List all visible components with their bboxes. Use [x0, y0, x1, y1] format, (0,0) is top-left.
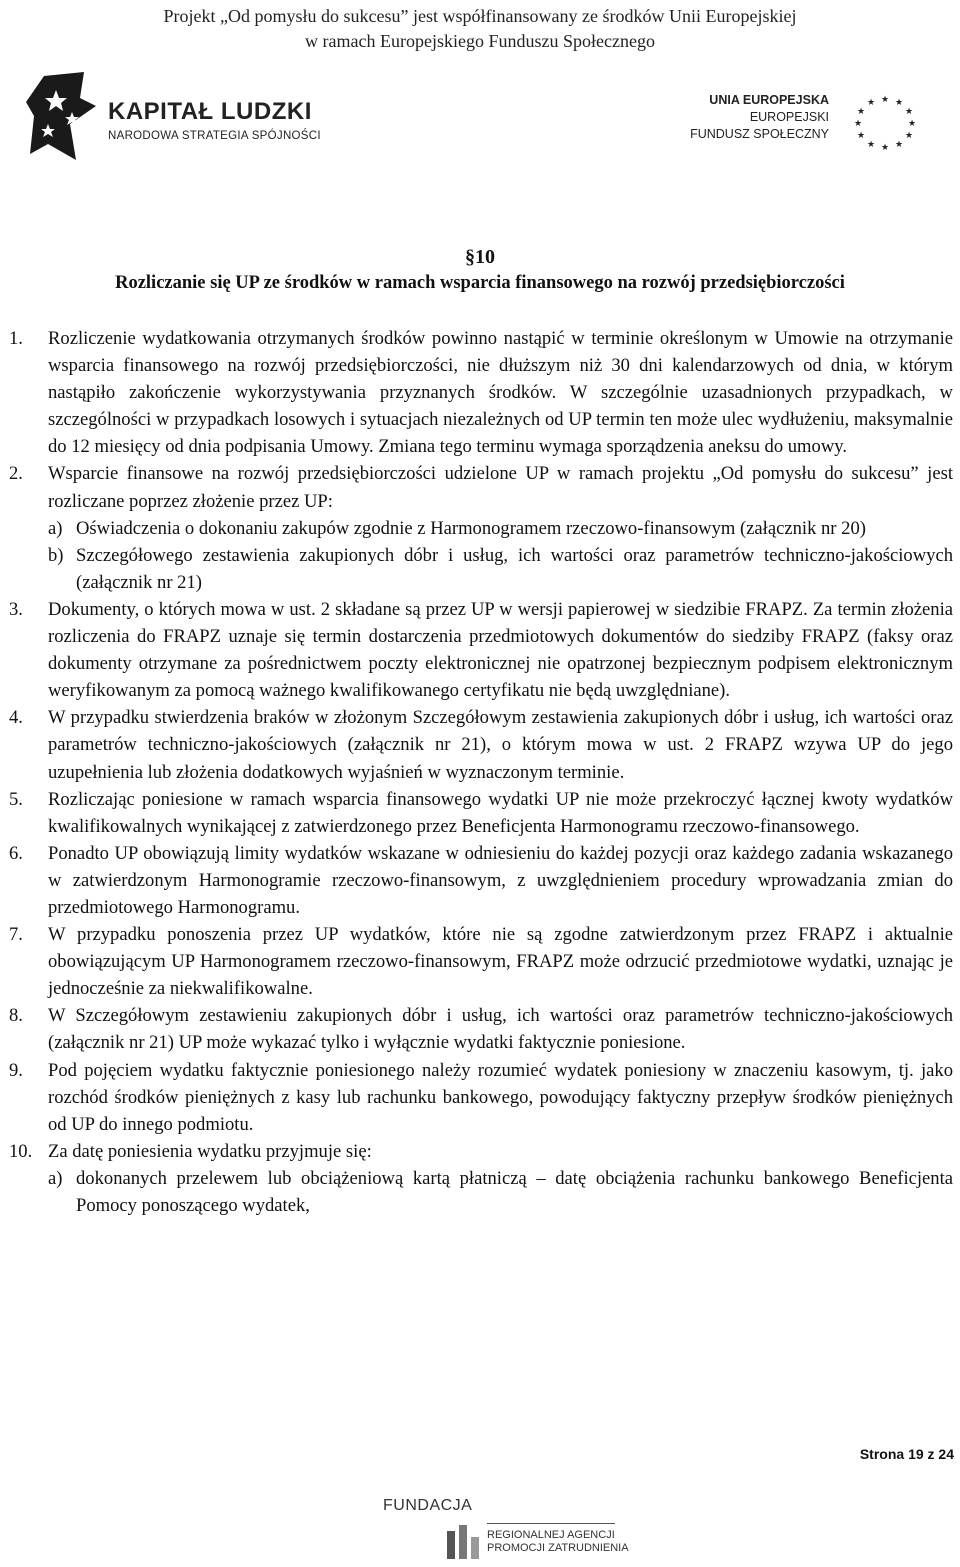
list-item	[9, 460, 953, 595]
svg-text:★: ★	[856, 131, 866, 141]
item-text: Rozliczając poniesione w ramach wsparcia finansowego wydatki UP nie może przekroczyć łącznej kwoty wydatków kwalifikowalnych wynikającej z zatwierdzonego przez Beneficjenta Harmonogramu rzeczowo-finansowego.	[48, 788, 953, 837]
svg-text:★: ★	[866, 98, 876, 108]
item-number: 10.	[9, 1140, 33, 1162]
list-item	[9, 1057, 953, 1138]
item-text: Wsparcie finansowe na rozwój przedsiębiorczości udzielone UP w ramach projektu „Od pomysłu do sukcesu” jest rozliczane poprzez złożenie przez UP:	[48, 463, 953, 512]
item-number: 5.	[9, 788, 23, 810]
document-body	[9, 325, 953, 1219]
sub-item	[48, 542, 953, 596]
svg-text:★: ★	[904, 131, 914, 141]
svg-text:★: ★	[904, 107, 914, 117]
item-text: Za datę poniesienia wydatku przyjmuje się:	[48, 1140, 372, 1162]
item-number: 1.	[9, 328, 23, 349]
eu-stars-icon	[830, 92, 940, 152]
list-item	[9, 921, 953, 1002]
page-header	[0, 4, 960, 54]
item-text: W Szczegółowym zestawieniu zakupionych dóbr i usług, ich wartości oraz parametrów techniczno-jakościowych (załącznik nr 21) UP może wykazać tylko i wyłącznie wydatki faktycznie poniesione.	[48, 1005, 953, 1054]
fundacja-logo	[383, 1497, 643, 1563]
sub-item-label: a)	[48, 517, 63, 539]
kapital-ludzki-logo	[26, 72, 326, 162]
kapital-ludzki-subtitle: NARODOWA STRATEGIA SPÓJNOŚCI	[108, 130, 321, 142]
item-number: 4.	[9, 707, 23, 729]
fundacja-emblem-icon	[443, 1525, 483, 1561]
kapital-ludzki-title: KAPITAŁ LUDZKI	[108, 98, 312, 125]
sub-item-label: a)	[48, 1167, 63, 1189]
item-text: W przypadku stwierdzenia braków w złożonym Szczegółowym zestawienia zakupionych dóbr i usług, ich wartości oraz parametrów techniczno-jakościowych (załącznik nr 21), o którym mowa w ust. 2 FRAPZ wzywa UP do jego uzupełnienia lub złożenia dodatkowych wyjaśnień w wyznaczonym terminie.	[48, 707, 953, 783]
item-number: 3.	[9, 598, 23, 620]
item-number: 7.	[9, 924, 23, 946]
page-number: Strona 19 z 24	[859, 1446, 954, 1462]
sub-item	[48, 515, 953, 542]
svg-text:★: ★	[907, 119, 917, 129]
fundacja-logo-title: FUNDACJA	[383, 1497, 473, 1514]
svg-text:★: ★	[880, 95, 890, 105]
svg-text:★: ★	[866, 140, 876, 150]
svg-text:★: ★	[880, 143, 890, 152]
sub-item	[48, 1165, 953, 1219]
fundacja-logo-divider	[487, 1523, 615, 1524]
item-text: Dokumenty, o których mowa w ust. 2 składane są przez UP w wersji papierowej w siedzibie FRAPZ. Za termin złożenia rozliczenia do FRAPZ uznaje się termin dostarczenia przedmiotowych dokumentów do siedziby FRAPZ (faksy oraz dokumenty otrzymane za pośrednictwem poczty elektronicznej nie opatrzonej bezpiecznym podpisem elektronicznym weryfikowanym za pomocą ważnego kwalifikowanego certyfikatu nie będą uwzględniane).	[48, 598, 953, 702]
item-text: Rozliczenie wydatkowania otrzymanych środków powinno nastąpić w terminie określonym w Umowie na otrzymanie wsparcia finansowego na rozwój przedsiębiorczości, nie dłuższym niż 30 dni kalendarzowych od dnia, w którym nastąpiło zakończenie wykorzystywania przyznanych środków. W szczególnie uzasadnionych przypadkach, w szczególności w przypadkach losowych i sytuacjach niezależnych od UP termin ten może ulec wydłużeniu, maksymalnie do 12 miesięcy od dnia podpisania Umowy. Zmiana tego terminu wymaga sporządzenia aneksu do umowy.	[48, 328, 953, 458]
header-line-2: w ramach Europejskiego Funduszu Społecznego	[305, 31, 655, 51]
sub-item-label: b)	[48, 544, 64, 566]
eu-logo	[660, 92, 945, 152]
item-number: 8.	[9, 1005, 23, 1027]
sub-item-text: Oświadczenia o dokonaniu zakupów zgodnie z Harmonogramem rzeczowo-finansowym (załącznik nr 20)	[76, 517, 866, 539]
list-item	[9, 1002, 953, 1056]
fundacja-logo-subtitle	[487, 1529, 629, 1555]
list-item	[9, 325, 953, 460]
item-text: Pod pojęciem wydatku faktycznie poniesionego należy rozumieć wydatek poniesiony w znaczeniu kasowym, tj. jako rozchód środków pieniężnych z kasy lub rachunku bankowego, powodujący faktyczny przepływ środków pieniężnych od UP do innego podmiotu.	[48, 1059, 953, 1135]
item-text: Ponadto UP obowiązują limity wydatków wskazane w odniesieniu do każdej pozycji oraz każdego zadania wskazanego w zatwierdzonym Harmonogramie rzeczowo-finansowym, z uwzględnieniem procedury wprowadzania zmian do przedmiotowego Harmonogramu.	[48, 842, 953, 918]
kapital-ludzki-emblem-icon	[26, 72, 98, 162]
fundacja-logo-line-2: PROMOCJI ZATRUDNIENIA	[487, 1542, 629, 1554]
list-item	[9, 840, 953, 921]
list-item	[9, 596, 953, 704]
svg-text:★: ★	[894, 140, 904, 150]
section-title: Rozliczanie się UP ze środków w ramach wsparcia finansowego na rozwój przedsiębiorczości	[115, 273, 845, 293]
svg-text:★: ★	[894, 98, 904, 108]
item-number: 2.	[9, 463, 23, 485]
eu-logo-text	[690, 92, 829, 143]
item-number: 6.	[9, 842, 23, 864]
sub-item-text: dokonanych przelewem lub obciążeniową kartą płatniczą – datę obciążenia rachunku bankowego Beneficjenta Pomocy ponoszącego wydatek,	[76, 1167, 953, 1216]
list-item	[9, 704, 953, 785]
section-number: §10	[465, 246, 495, 268]
svg-text:★: ★	[853, 119, 863, 129]
svg-text:★: ★	[856, 107, 866, 117]
sub-item-text: Szczegółowego zestawienia zakupionych dóbr i usług, ich wartości oraz parametrów techniczno-jakościowych (załącznik nr 21)	[76, 544, 953, 593]
item-number: 9.	[9, 1059, 23, 1081]
header-line-1: Projekt „Od pomysłu do sukcesu” jest współfinansowany ze środków Unii Europejskiej	[163, 6, 797, 26]
list-item	[9, 1138, 953, 1219]
item-text: W przypadku ponoszenia przez UP wydatków, które nie są zgodne zatwierdzonym przez FRAPZ i aktualnie obowiązującym UP Harmonogramem rzeczowo-finansowym, FRAPZ może odrzucić przedmiotowe wydatki, uznając je jednocześnie za niekwalifikowalne.	[48, 924, 953, 1000]
fundacja-logo-line-1: REGIONALNEJ AGENCJI	[487, 1529, 615, 1541]
eu-logo-line-1: UNIA EUROPEJSKA	[709, 93, 829, 107]
eu-logo-line-2: EUROPEJSKI	[749, 110, 829, 124]
eu-logo-line-3: FUNDUSZ SPOŁECZNY	[690, 127, 829, 141]
list-item	[9, 786, 953, 840]
